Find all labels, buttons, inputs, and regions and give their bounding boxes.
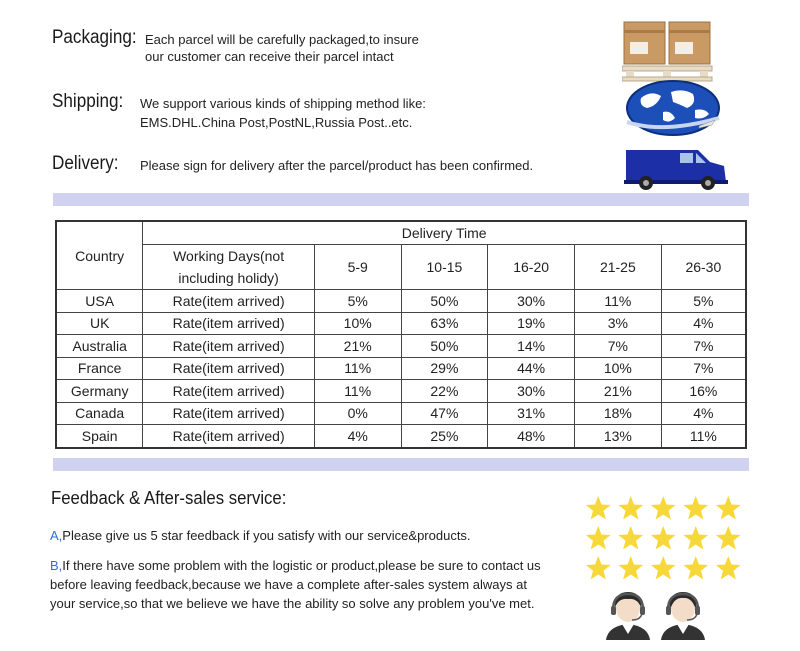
- rate-label-cell: Rate(item arrived): [143, 402, 314, 425]
- rate-cell: 25%: [401, 425, 488, 448]
- rate-cell: 11%: [314, 357, 401, 380]
- rate-cell: 30%: [488, 290, 575, 313]
- rate-cell: 14%: [488, 335, 575, 358]
- table-row: [56, 425, 746, 448]
- divider-band-bottom: [53, 458, 749, 471]
- rate-cell: 31%: [488, 402, 575, 425]
- country-cell: USA: [56, 290, 143, 313]
- rate-label-cell: Rate(item arrived): [143, 380, 314, 403]
- star-icon: [618, 496, 643, 520]
- rate-label-cell: Rate(item arrived): [143, 425, 314, 448]
- working-days-line-2: including holidy): [178, 270, 279, 286]
- rate-cell: 30%: [488, 380, 575, 403]
- delivery-rate-table: [55, 220, 747, 449]
- range-header: 16-20: [488, 245, 575, 290]
- globe-airplane-icon: [623, 78, 723, 145]
- rate-cell: 4%: [314, 425, 401, 448]
- star-icon: [651, 496, 676, 520]
- rate-cell: 44%: [488, 357, 575, 380]
- rate-cell: 16%: [661, 380, 746, 403]
- country-header: Country: [56, 221, 143, 290]
- star-icon: [716, 526, 741, 550]
- feedback-b-line-1: [50, 556, 541, 576]
- rate-cell: 22%: [401, 380, 488, 403]
- feedback-a-letter: A,: [50, 528, 63, 543]
- rate-label-cell: Rate(item arrived): [143, 312, 314, 335]
- rate-cell: 13%: [574, 425, 661, 448]
- packaging-title: Packaging:: [52, 27, 137, 48]
- rate-cell: 48%: [488, 425, 575, 448]
- star-icon: [586, 526, 611, 550]
- delivery-title: Delivery:: [52, 153, 119, 174]
- delivery-van-icon: [624, 144, 728, 197]
- star-icon: [683, 496, 708, 520]
- customer-service-agent-icon: [604, 588, 652, 645]
- rate-cell: 7%: [661, 335, 746, 358]
- star-icon: [683, 526, 708, 550]
- country-cell: France: [56, 357, 143, 380]
- feedback-b-line-2: before leaving feedback,because we have a complete after-sales system always at: [50, 577, 527, 592]
- rate-label-cell: Rate(item arrived): [143, 357, 314, 380]
- range-header: 26-30: [661, 245, 746, 290]
- rate-cell: 0%: [314, 402, 401, 425]
- star-icon: [651, 526, 676, 550]
- rate-cell: 21%: [314, 335, 401, 358]
- packaging-text-1: Each parcel will be carefully packaged,to insure: [145, 32, 419, 47]
- rate-cell: 11%: [661, 425, 746, 448]
- table-row: [56, 380, 746, 403]
- feedback-b-letter: B,: [50, 558, 63, 573]
- rate-cell: 50%: [401, 290, 488, 313]
- feedback-title: Feedback & After-sales service:: [51, 488, 287, 508]
- rate-cell: 4%: [661, 402, 746, 425]
- rate-cell: 5%: [661, 290, 746, 313]
- star-icon: [586, 556, 611, 580]
- working-days-line-1: Working Days(not: [173, 248, 285, 264]
- delivery-text: Please sign for delivery after the parcel/product has been confirmed.: [140, 158, 534, 173]
- rate-cell: 7%: [574, 335, 661, 358]
- star-icon: [716, 556, 741, 580]
- shipping-title: Shipping:: [52, 91, 124, 112]
- shipping-text-1: We support various kinds of shipping method like:: [140, 96, 426, 111]
- rate-cell: 10%: [574, 357, 661, 380]
- feedback-a-line: [50, 526, 471, 546]
- country-cell: Australia: [56, 335, 143, 358]
- star-icon: [651, 556, 676, 580]
- packaging-text-2: our customer can receive their parcel intact: [145, 49, 394, 64]
- rate-cell: 11%: [314, 380, 401, 403]
- rate-cell: 29%: [401, 357, 488, 380]
- five-star-rating-grid: [582, 494, 742, 584]
- rate-cell: 10%: [314, 312, 401, 335]
- star-icon: [618, 556, 643, 580]
- working-days-header: [143, 245, 314, 290]
- feedback-b-text-1: If there have some problem with the logistic or product,please be sure to contact us: [62, 558, 541, 573]
- table-row: [56, 357, 746, 380]
- range-header: 10-15: [401, 245, 488, 290]
- range-header: 21-25: [574, 245, 661, 290]
- feedback-b-line-3: your service,so that we believe we have the ability so solve any problem you've met.: [50, 596, 535, 611]
- rate-cell: 21%: [574, 380, 661, 403]
- rate-label-cell: Rate(item arrived): [143, 290, 314, 313]
- rate-cell: 50%: [401, 335, 488, 358]
- rate-cell: 47%: [401, 402, 488, 425]
- rate-cell: 3%: [574, 312, 661, 335]
- star-icon: [683, 556, 708, 580]
- star-icon: [716, 496, 741, 520]
- table-row: [56, 335, 746, 358]
- rate-cell: 63%: [401, 312, 488, 335]
- delivery-time-header: Delivery Time: [143, 221, 746, 245]
- star-icon: [586, 496, 611, 520]
- star-icon: [618, 526, 643, 550]
- rate-cell: 18%: [574, 402, 661, 425]
- country-cell: UK: [56, 312, 143, 335]
- shipping-text-2: EMS.DHL.China Post,PostNL,Russia Post..etc.: [140, 115, 413, 130]
- customer-service-agent-icon: [659, 588, 707, 645]
- table-row: [56, 290, 746, 313]
- rate-cell: 7%: [661, 357, 746, 380]
- rate-cell: 19%: [488, 312, 575, 335]
- range-header: 5-9: [314, 245, 401, 290]
- rate-label-cell: Rate(item arrived): [143, 335, 314, 358]
- country-cell: Spain: [56, 425, 143, 448]
- divider-band-top: [53, 193, 749, 206]
- rate-cell: 4%: [661, 312, 746, 335]
- country-cell: Germany: [56, 380, 143, 403]
- feedback-a-text: Please give us 5 star feedback if you satisfy with our service&products.: [62, 528, 471, 543]
- table-row: [56, 402, 746, 425]
- table-row: [56, 312, 746, 335]
- rate-cell: 11%: [574, 290, 661, 313]
- rate-cell: 5%: [314, 290, 401, 313]
- boxes-on-pallet-icon: [622, 20, 714, 87]
- country-cell: Canada: [56, 402, 143, 425]
